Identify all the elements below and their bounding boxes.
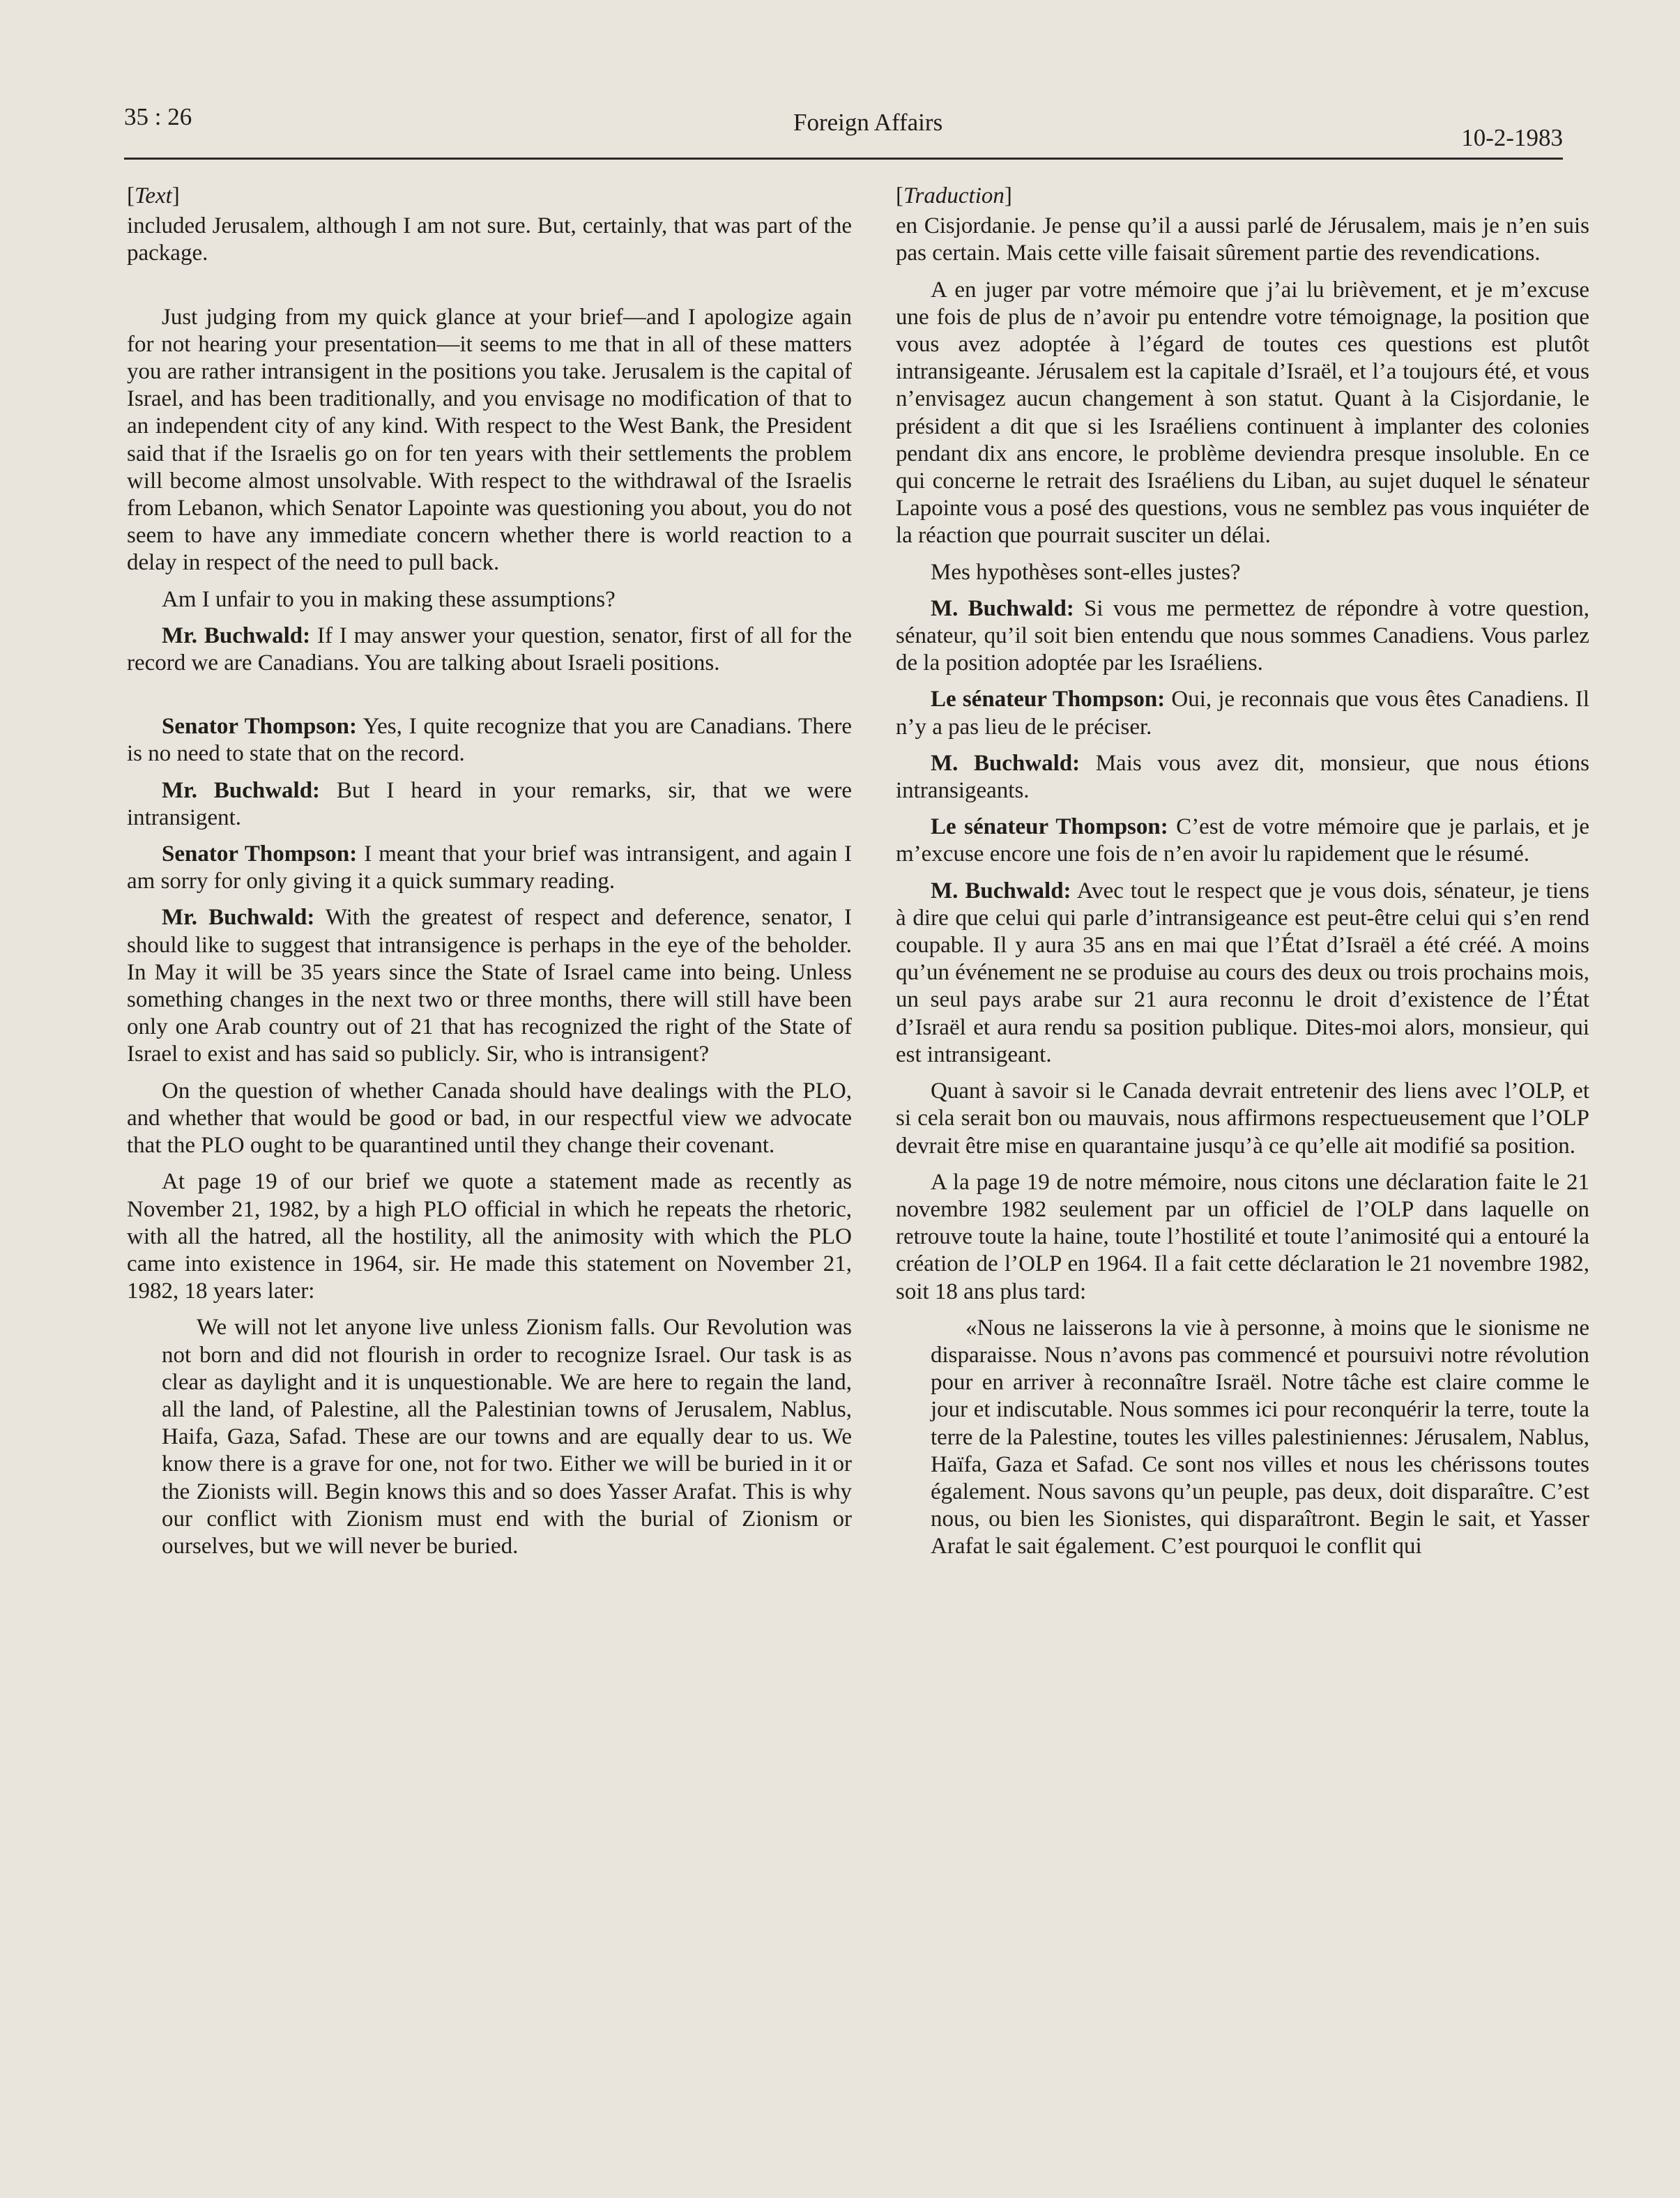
publication-title: Foreign Affairs [793,109,943,136]
speech: Senator Thompson: Yes, I quite recognize that you are Canadians. There is no need to state that on the record. [127,714,852,767]
french-column [896,183,1589,1561]
paragraph: Quant à savoir si le Canada devrait entretenir des liens avec l’OLP, et si cela serait bon ou mauvais, nous affirmons respectueusement que l’OLP devrait être mise en quarantaine jusqu’à ce qu’elle ait modifié sa position. [896,1078,1589,1159]
speaker-name: Senator Thompson: [162,714,358,740]
block-quote: We will not let anyone live unless Zionism falls. Our Revolution was not born and did not flourish in order to recognize Israel. Our task is as clear as daylight and it is unquestionable. We are here to regain the land, all the land, of Palestine, all the Palestinian towns of Jerusalem, Nablus, Haifa, Gaza, Safad. These are our towns and are equally dear to us. We know there is a grave for one, not for two. Either we will be buried in it or the Zionists will. Begin knows this and so does Yasser Arafat. This is why our conflict with Zionism must end with the burial of Zionism or ourselves, but we will never be buried. [162,1315,852,1559]
speaker-name: M. Buchwald: [931,750,1080,776]
speaker-name: M. Buchwald: [931,595,1074,621]
speaker-name: M. Buchwald: [931,878,1071,903]
speaker-name: Mr. Buchwald: [162,777,321,803]
speech: Mr. Buchwald: But I heard in your remarks, sir, that we were intransigent. [127,777,852,830]
speaker-name: Le sénateur Thompson: [931,814,1168,840]
speaker-name: Mr. Buchwald: [162,905,315,931]
paragraph: A en juger par votre mémoire que j’ai lu brièvement, et je m’excuse une fois de plus de n’avoir pu entendre votre témoignage, la position que vous avez adoptée à l’égard de toutes ces questions est plutôt intransigeante. Jérusalem est la capitale d’Israël, et l’a toujours été, et vous n’envisagez aucun changement à son statut. Quant à la Cisjordanie, le président a dit que si les Israéliens continuent à implanter des colonies pendant dix ans encore, le problème deviendra presque insoluble. En ce qui concerne le retrait des Israéliens du Liban, au sujet duquel le sénateur Lapointe vous a posé des questions, vous ne semblez pas vous inquiéter de la réaction que pourrait susciter un délai. [896,277,1589,549]
paragraph: en Cisjordanie. Je pense qu’il a aussi parlé de Jérusalem, mais je n’en suis pas certain. Mais cette ville faisait sûrement partie des revendications. [896,213,1589,266]
paragraph: Am I unfair to you in making these assumptions? [162,586,616,612]
paragraph: On the question of whether Canada should have dealings with the PLO, and whether that would be good or bad, in our respectful view we advocate that the PLO ought to be quarantined until they change their covenant. [127,1078,852,1159]
translation-tag: [Traduction] [896,183,1012,208]
speech: M. Buchwald: Avec tout le respect que je vous dois, sénateur, je tiens à dire que celui qui parle d’intransigeance est peut-être celui qui s’en rend coupable. Il y aura 35 ans en mai que l’État d’Israël a été créé. A moins qu’un événement ne se produise au cours des deux ou trois prochains mois, un seul pays arabe sur 21 aura reconnu le droit d’existence de l’État d’Israël et aura rendu sa position publique. Dites-moi alors, monsieur, qui est intransigeant. [896,878,1590,1067]
speech: M. Buchwald: Si vous me permettez de répondre à votre question, sénateur, qu’il soit bien entendu que nous sommes Canadiens. Vous parlez de la position adoptée par les Israéliens. [896,595,1589,676]
sitting-date: 10-2-1983 [1461,124,1563,151]
paragraph: At page 19 of our brief we quote a statement made as recently as November 21, 1982, by a high PLO official in which he repeats the rhetoric, with all the hatred, all the hostility, all the animosity with which the PLO came into existence in 1964, sir. He made this statement on November 21, 1982, 18 years later: [127,1169,852,1304]
speaker-name: Senator Thompson: [162,841,358,867]
speech: Mr. Buchwald: With the greatest of respect and deference, senator, I should like to suggest that intransigence is perhaps in the eye of the beholder. In May it will be 35 years since the State of Israel came into being. Unless something changes in the next two or three months, there will still have been only one Arab country out of 21 that has recognized the right of the State of Israel to exist and has said so publicly. Sir, who is intransigent? [127,905,852,1067]
speaker-name: Mr. Buchwald: [162,623,311,648]
page-number: 35 : 26 [124,103,192,130]
paragraph: included Jerusalem, although I am not sure. But, certainly, that was part of the package. [127,213,852,266]
speaker-name: Le sénateur Thompson: [931,687,1166,712]
text-tag: [Text] [127,183,180,208]
speech: Senator Thompson: I meant that your brief was intransigent, and again I am sorry for only giving it a quick summary reading. [127,841,853,894]
paragraph: Mes hypothèses sont-elles justes? [931,559,1241,585]
speech: Mr. Buchwald: If I may answer your question, senator, first of all for the record we are Canadians. You are talking about Israeli positions. [127,623,852,676]
speech: Le sénateur Thompson: C’est de votre mémoire que je parlais, et je m’excuse encore une fois de n’en avoir lu rapidement que le résumé. [896,814,1589,867]
paragraph: Just judging from my quick glance at your brief—and I apologize again for not hearing your presentation—it seems to me that in all of these matters you are rather intransigent in the positions you take. Jerusalem is the capital of Israel, and has been traditionally, and you envisage no modification of that to an independent city of any kind. With respect to the West Bank, the President said that if the Israelis go on for ten years with their settlements the problem will become almost unsolvable. With respect to the withdrawal of the Israelis from Lebanon, which Senator Lapointe was questioning you about, you do not seem to have any immediate concern whether there is world reaction to a delay in respect of the need to pull back. [127,304,852,576]
speech: Le sénateur Thompson: Oui, je reconnais que vous êtes Canadiens. Il n’y a pas lieu de le préciser. [896,687,1589,740]
speech: M. Buchwald: Mais vous avez dit, monsieur, que nous étions intransigeants. [896,750,1589,804]
page-header [124,103,1563,160]
english-column [127,183,852,1560]
block-quote: «Nous ne laisserons la vie à personne, à moins que le sionisme ne disparaisse. Nous n’avons pas commencé et poursuivi notre révolution pour en arriver à reconnaître Israël. Notre tâche est claire comme le jour et indiscutable. Nous sommes ici pour reconquérir la terre, toute la terre de la Palestine, toutes les villes palestiniennes: Jérusalem, Nablus, Haïfa, Gaza et Safad. Ce sont nos villes et nous les chérissons toutes également. Nous savons qu’un peuple, pas deux, doit disparaître. C’est nous, ou bien les Sionistes, qui disparaîtront. Begin le sait, et Yasser Arafat le sait également. C’est pourquoi le conflit qui [931,1315,1589,1559]
paragraph: A la page 19 de notre mémoire, nous citons une déclaration faite le 21 novembre 1982 seulement par un officiel de l’OLP dans laquelle on retrouve toute la haine, toute l’hostilité et toute l’animosité qui a entouré la création de l’OLP en 1964. Il a fait cette déclaration le 21 novembre 1982, soit 18 ans plus tard: [896,1169,1589,1304]
